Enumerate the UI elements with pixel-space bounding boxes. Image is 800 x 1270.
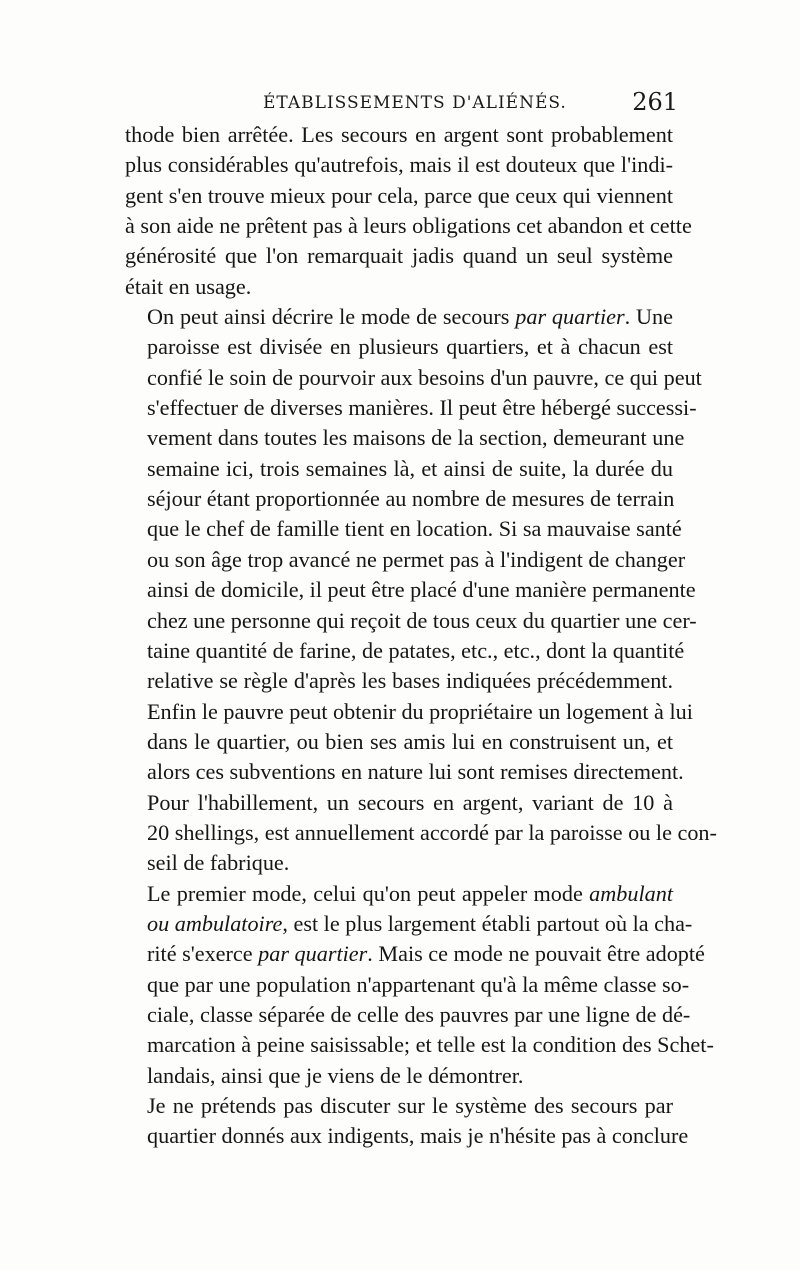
page-number: 261 — [632, 88, 678, 116]
text-line: Pour l'habillement, un secours en argent, variant de 10 à — [147, 789, 673, 815]
text-line: alors ces subventions en nature lui sont remises directement. — [147, 759, 684, 785]
text-segment: . Mais ce mode ne pouvait être adopté — [367, 941, 705, 967]
paragraph — [125, 120, 692, 302]
text-line: que le chef de famille tient en location. Si sa mauvaise santé — [147, 516, 682, 542]
paragraph — [125, 879, 714, 1091]
text-line: plus considérables qu'autrefois, mais il est douteux que l'indi- — [125, 152, 673, 178]
text-line: ou son âge trop avancé ne permet pas à l'indigent de changer — [147, 546, 686, 572]
text-line: semaine ici, trois semaines là, et ainsi de suite, la durée du — [147, 455, 673, 481]
text-line: gent s'en trouve mieux pour cela, parce que ceux qui viennent — [125, 182, 674, 208]
running-title: ÉTABLISSEMENTS D'ALIÉNÉS. — [263, 93, 567, 113]
text-line: confié le soin de pourvoir aux besoins d'un pauvre, ce qui peut — [147, 364, 702, 390]
text-segment: rité s'exerce — [147, 941, 259, 967]
text-segment: Le premier mode, celui qu'on peut appeler mode — [147, 880, 590, 906]
paragraph — [125, 302, 702, 788]
text-line — [125, 909, 693, 939]
text-line: seil de fabrique. — [147, 850, 290, 876]
text-line: s'effectuer de diverses manières. Il peut être hébergé successi- — [147, 395, 697, 421]
text-line — [125, 879, 673, 909]
italic-segment: ou ambulatoire — [147, 910, 283, 936]
text-segment: On peut ainsi décrire le mode de secours — [147, 304, 516, 330]
text-line: que par une population n'appartenant qu'à la même classe so- — [147, 971, 690, 997]
text-line: marcation à peine saisissable; et telle est la condition des Schet- — [147, 1032, 714, 1058]
text-line: générosité que l'on remarquait jadis quand un seul système — [125, 243, 673, 269]
text-line: Enfin le pauvre peut obtenir du propriétaire un logement à lui — [147, 698, 693, 724]
italic-segment: par quartier — [515, 304, 625, 330]
text-line: 20 shellings, est annuellement accordé par la paroisse ou le con- — [147, 819, 717, 845]
text-segment: . Une — [624, 304, 674, 330]
text-line: landais, ainsi que je viens de le démontrer. — [147, 1062, 524, 1088]
text-line: séjour étant proportionnée au nombre de mesures de terrain — [147, 486, 675, 512]
text-segment: , est le plus largement établi partout où la cha- — [282, 910, 693, 936]
text-line: Je ne prétends pas discuter sur le système des secours par — [147, 1093, 673, 1118]
paragraph — [125, 1091, 689, 1152]
text-line: ainsi de domicile, il peut être placé d'une manière permanente — [147, 577, 696, 603]
text-line: quartier donnés aux indigents, mais je n'hésite pas à conclure — [147, 1123, 689, 1149]
text-line: vement dans toutes les maisons de la section, demeurant une — [147, 425, 685, 451]
text-line — [125, 302, 673, 332]
italic-segment: ambulant — [589, 880, 673, 906]
running-header — [125, 88, 680, 123]
italic-segment: par quartier — [258, 941, 368, 967]
text-line: à son aide ne prêtent pas à leurs obligations cet abandon et cette — [125, 213, 692, 239]
text-line: thode bien arrêtée. Les secours en argent sont probablement — [125, 122, 673, 147]
text-line: taine quantité de farine, de patates, etc., etc., dont la quantité — [147, 637, 685, 663]
text-line: paroisse est divisée en plusieurs quartiers, et à chacun est — [147, 334, 673, 360]
text-line: relative se règle d'après les bases indiquées précédemment. — [147, 668, 673, 694]
paragraph — [125, 788, 717, 879]
text-line — [125, 939, 705, 969]
text-line: chez une personne qui reçoit de tous ceux du quartier une cer- — [147, 607, 697, 633]
text-line: était en usage. — [125, 273, 252, 299]
body-text — [125, 120, 717, 1152]
text-line: dans le quartier, ou bien ses amis lui en construisent un, et — [147, 728, 673, 754]
text-line: ciale, classe séparée de celle des pauvres par une ligne de dé- — [147, 1001, 691, 1027]
